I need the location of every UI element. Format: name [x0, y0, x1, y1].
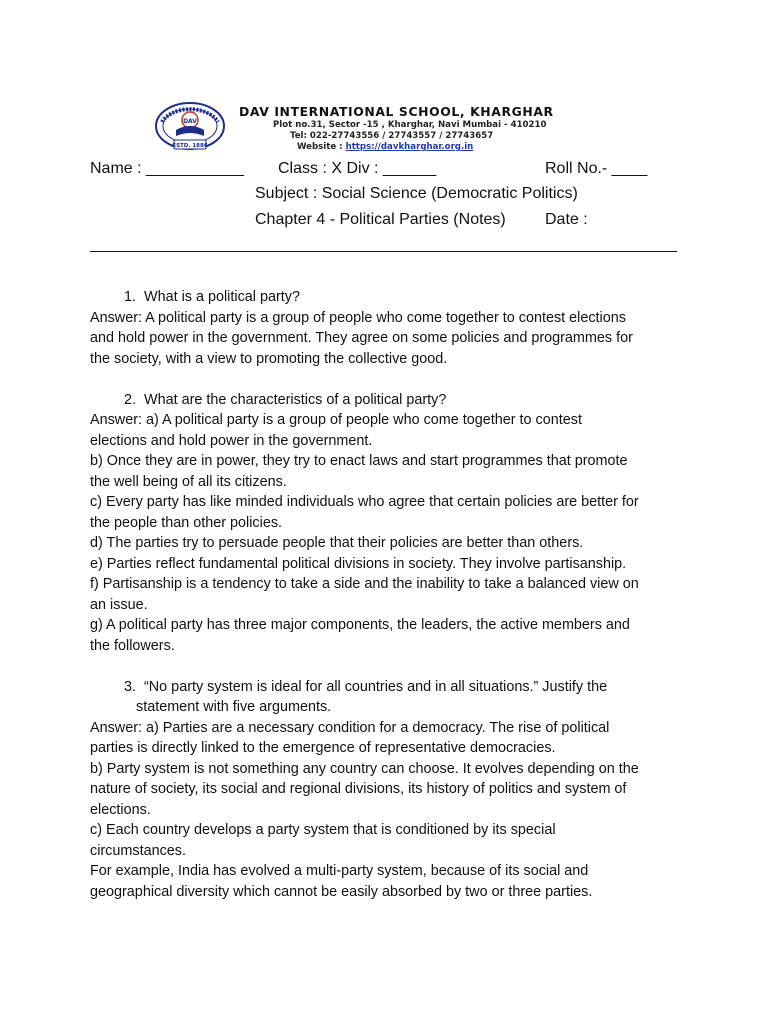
question-text — [90, 677, 690, 698]
paragraph-gap — [90, 369, 690, 390]
answer-line: nature of society, its social and regional divisions, its history of politics and system of — [90, 781, 627, 797]
school-telephone: Tel: 022-27743556 / 27743557 / 27743657 — [290, 131, 494, 141]
question-text — [90, 390, 690, 411]
answer-line: Answer: a) A political party is a group of people who come together to contest — [90, 412, 582, 428]
answer-line: c) Every party has like minded individuals who agree that certain policies are better for — [90, 494, 639, 510]
answer-line: elections. — [90, 801, 151, 818]
question-block — [90, 677, 690, 903]
question-block — [90, 390, 690, 657]
answer-line: the well being of all its citizens. — [90, 473, 287, 490]
answer-line: geographical diversity which cannot be easily absorbed by two or three parties. — [90, 883, 593, 900]
answer-line: d) The parties try to persuade people that their policies are better than others. — [90, 535, 584, 551]
answer-line: b) Once they are in power, they try to enact laws and start programmes that promote — [90, 453, 628, 469]
question-number: 1. — [123, 289, 136, 305]
school-name: DAV INTERNATIONAL SCHOOL, KHARGHAR — [239, 104, 554, 119]
header-divider — [90, 251, 677, 252]
answer-line: an issue. — [90, 596, 148, 613]
question-text — [90, 287, 690, 308]
website-link[interactable]: https://davkharghar.org.in — [345, 142, 474, 152]
answer-line: the people than other policies. — [90, 514, 283, 531]
class-field: Class : X Div : ______ — [278, 160, 437, 177]
question-text: statement with five arguments. — [136, 699, 332, 715]
answer-line: the followers. — [90, 637, 175, 654]
question-line: What is a political party? — [144, 289, 300, 305]
school-website — [297, 142, 473, 152]
answer-line: e) Parties reflect fundamental political divisions in society. They involve partisanship. — [90, 555, 627, 572]
answer-line: g) A political party has three major components, the leaders, the active members and — [90, 617, 630, 633]
subject-line: Subject : Social Science (Democratic Politics) — [255, 185, 578, 202]
question-number: 3. — [123, 678, 136, 695]
answer-line: parties is directly linked to the emergence of representative democracies. — [90, 740, 556, 756]
answer-line: and hold power in the government. They agree on some policies and programmes for — [90, 330, 633, 346]
name-field: Name : ___________ — [90, 160, 244, 177]
answer-line: elections and hold power in the government. — [90, 432, 373, 449]
chapter-line: Chapter 4 - Political Parties (Notes) — [255, 211, 506, 228]
question-line: “No party system is ideal for all countries and in all situations.” Justify the — [144, 678, 608, 695]
questions-and-answers — [90, 287, 690, 902]
paragraph-gap — [90, 656, 690, 677]
question-number: 2. — [123, 391, 136, 408]
roll-number-field: Roll No.- ____ — [545, 160, 648, 177]
website-label: Website : — [297, 142, 346, 152]
crest-top-text: DAV — [183, 118, 197, 125]
answer-line: Answer: a) Parties are a necessary condition for a democracy. The rise of political — [90, 719, 610, 736]
date-field: Date : — [545, 211, 588, 228]
answer-line: the society, with a view to promoting the collective good. — [90, 350, 448, 367]
answer-line: For example, India has evolved a multi-party system, because of its social and — [90, 863, 589, 879]
answer-line: c) Each country develops a party system that is conditioned by its special — [90, 822, 556, 838]
crest-bottom-text: ESTD. 1886 — [172, 143, 208, 149]
answer-line: f) Partisanship is a tendency to take a side and the inability to take a balanced view on — [90, 576, 639, 592]
answer-line: Answer: A political party is a group of people who come together to contest elections — [90, 309, 626, 326]
question-line: What are the characteristics of a political party? — [144, 391, 447, 408]
school-address: Plot no.31, Sector -15 , Kharghar, Navi Mumbai - 410210 — [273, 120, 547, 130]
answer-line: b) Party system is not something any country can choose. It evolves depending on the — [90, 760, 639, 777]
question-block — [90, 287, 690, 369]
school-crest-icon — [152, 100, 228, 154]
answer-line: circumstances. — [90, 842, 186, 859]
